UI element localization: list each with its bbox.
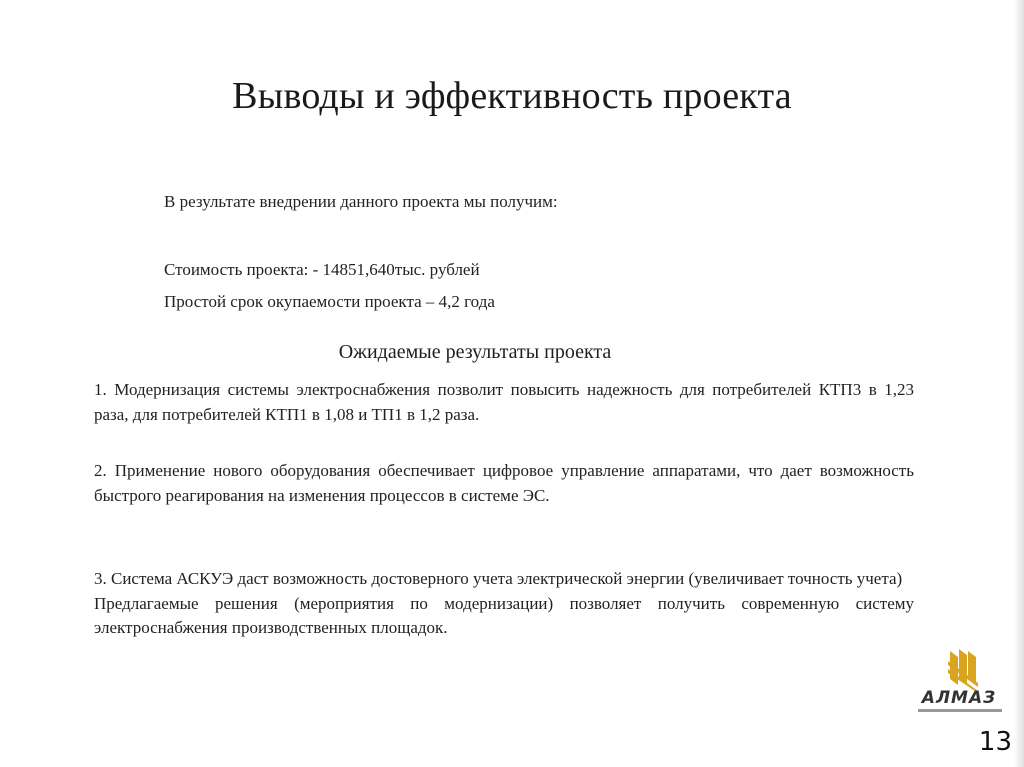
- result-item-3-text: 3. Система АСКУЭ даст возможность достоверного учета электрической энергии (увеличивает точность учета): [94, 569, 903, 588]
- logo-wordmark: АЛМАЗ: [921, 688, 997, 708]
- payback-period: Простой срок окупаемости проекта – 4,2 года: [164, 292, 495, 311]
- result-item-1: 1. Модернизация системы электроснабжения позволит повысить надежность для потребителей КТП3 в 1,23 раза, для потребителей КТП1 в 1,08 и ТП1 в 1,2 раза.: [94, 380, 914, 424]
- result-item-3: [94, 567, 914, 641]
- project-cost: Стоимость проекта: - 14851,640тыс. рублей: [164, 260, 480, 279]
- results-heading: Ожидаемые результаты проекта: [338, 341, 612, 363]
- conclusion-text: Предлагаемые решения (мероприятия по модернизации) позволяет получить современную систему электроснабжения производственных площадок.: [94, 593, 914, 637]
- result-item-2: 2. Применение нового оборудования обеспечивает цифровое управление аппаратами, что дает возможность быстрого реагирования на изменения процессов в системе ЭС.: [94, 461, 914, 505]
- intro-text: В результате внедрении данного проекта мы получим:: [164, 192, 558, 211]
- page-number: 13: [978, 727, 1012, 757]
- slide-title: Выводы и эффективность проекта: [232, 75, 792, 117]
- logo-tagline-bar: [918, 709, 1002, 712]
